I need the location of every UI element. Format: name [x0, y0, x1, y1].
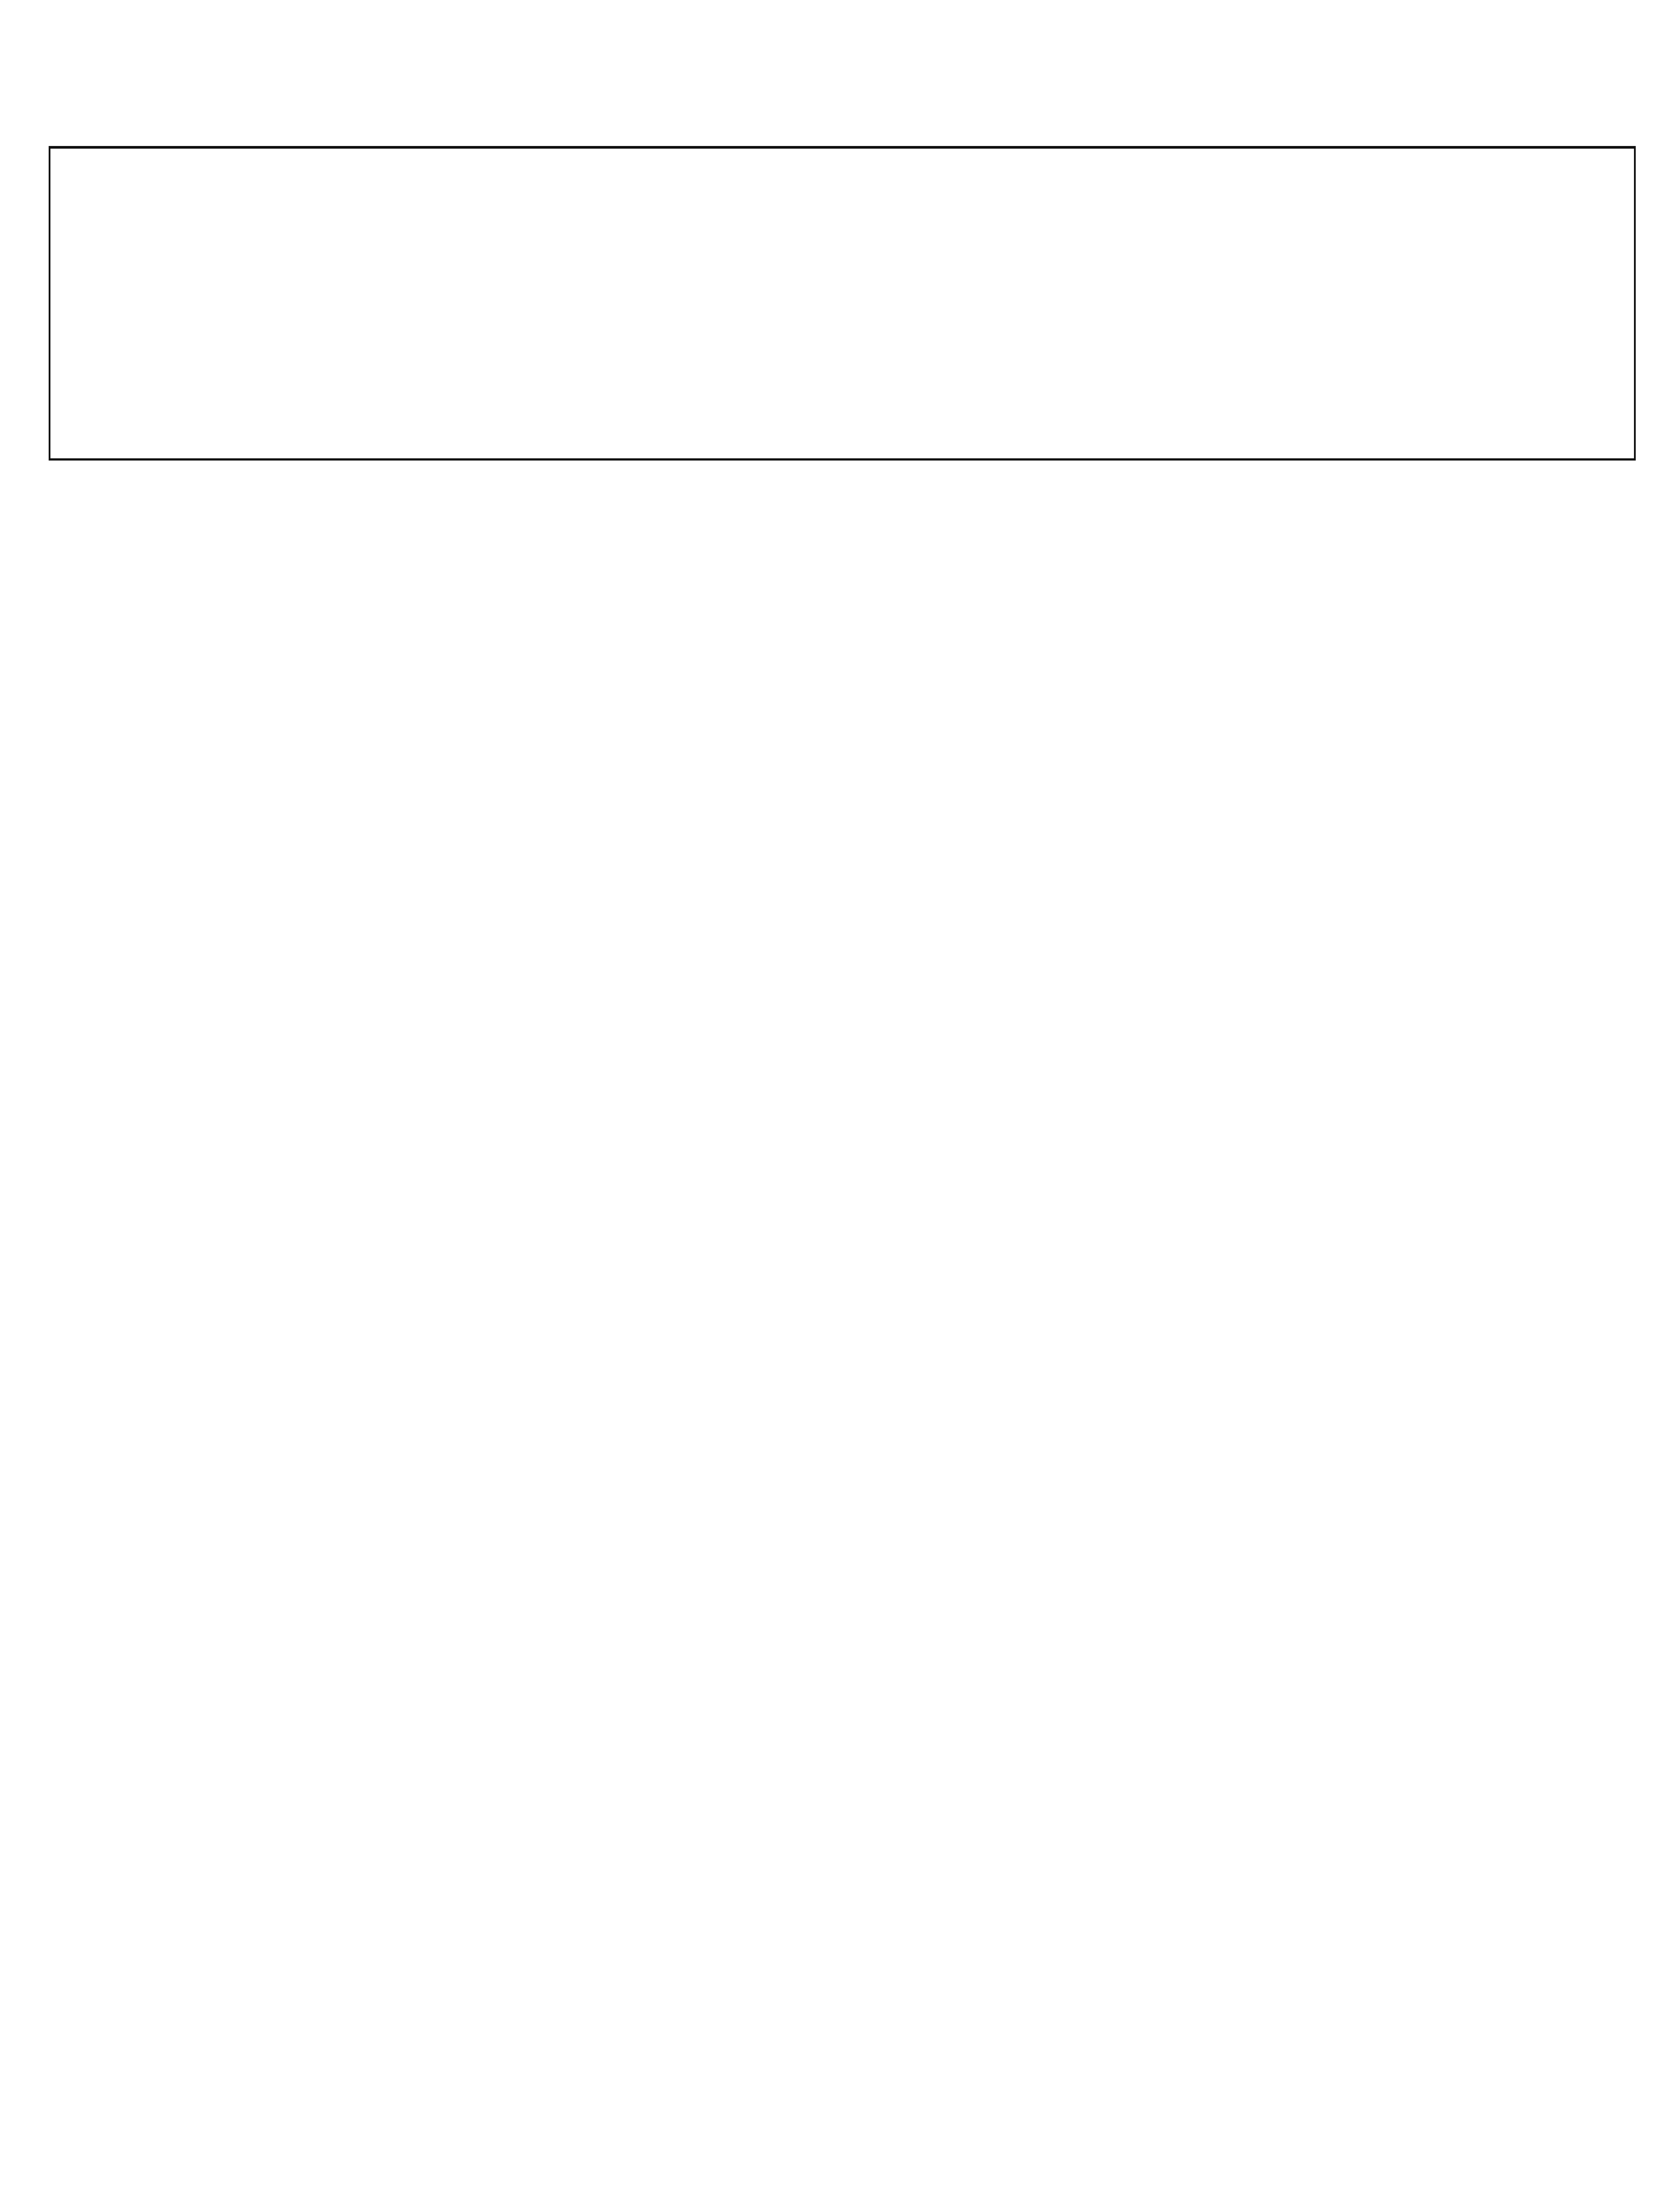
blank-band	[50, 148, 1634, 459]
data-table-frame	[49, 146, 1636, 461]
sunshine-table	[50, 148, 1634, 459]
